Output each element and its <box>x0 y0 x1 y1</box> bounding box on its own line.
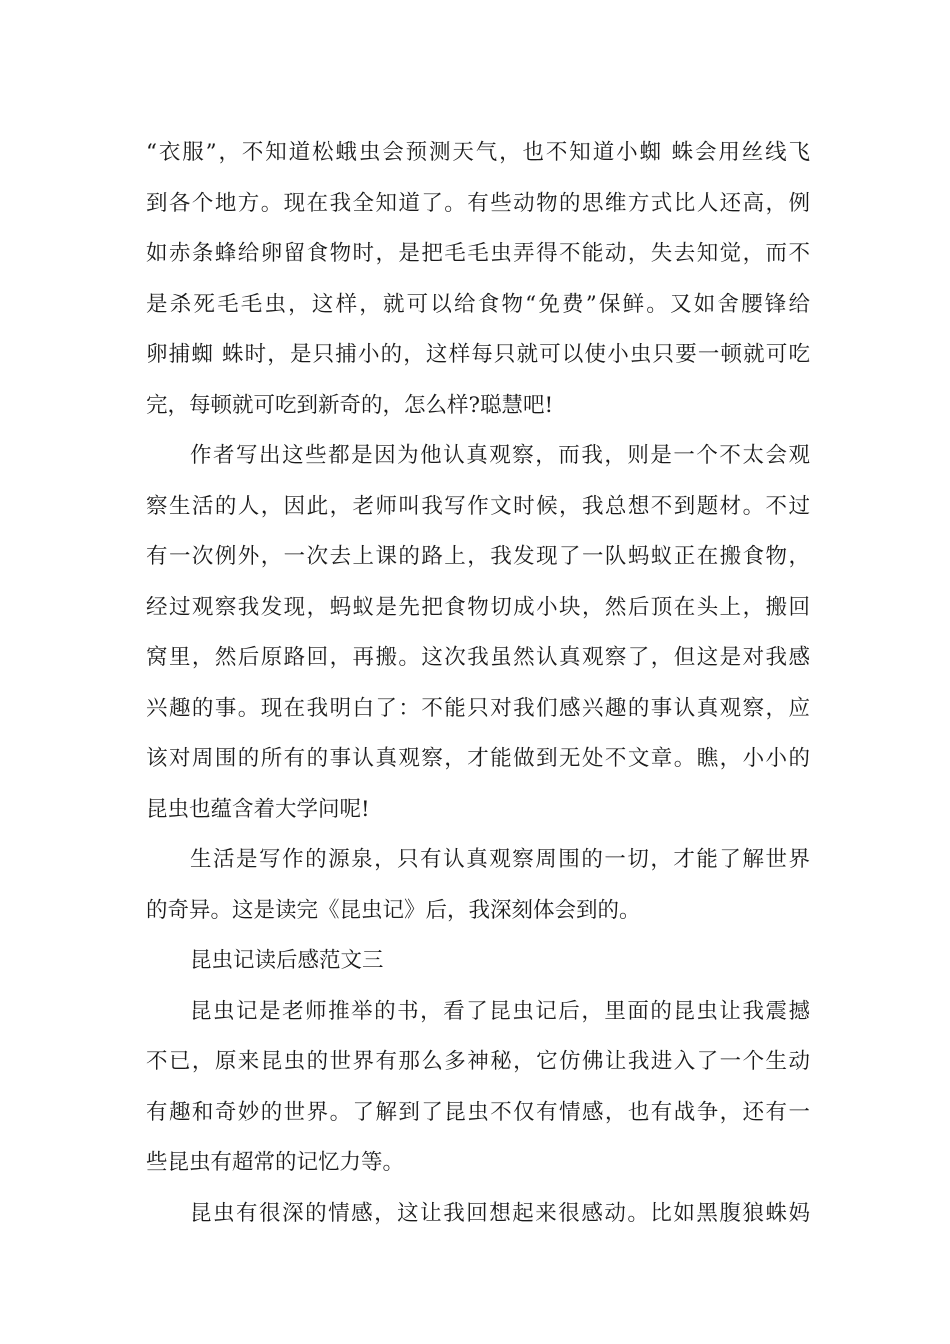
text-line: 些昆虫有超常的记忆力等。 <box>146 1150 405 1175</box>
text-line: 窝里，然后原路回，再搬。这次我虽然认真观察了，但这是对我感 <box>146 645 810 670</box>
text-line: 察生活的人，因此，老师叫我写作文时候，我总想不到题材。不过 <box>146 493 810 519</box>
text-line: 昆虫也蕴含着大学问呢! <box>146 796 370 822</box>
text-line: 到各个地方。现在我全知道了。有些动物的思维方式比人还高，例 <box>146 190 810 216</box>
text-line: 如赤条蜂给卵留食物时，是把毛毛虫弄得不能动，失去知觉，而不 <box>146 241 810 266</box>
text-line: 经过观察我发现，蚂蚁是先把食物切成小块，然后顶在头上，搬回 <box>146 594 810 620</box>
text-line: 昆虫记读后感范文三 <box>190 948 384 973</box>
text-line: 不已，原来昆虫的世界有那么多神秘，它仿佛让我进入了一个生动 <box>146 1049 810 1074</box>
text-line: 有一次例外，一次去上课的路上，我发现了一队蚂蚁正在搬食物， <box>146 544 810 569</box>
text-line: “衣服”，不知道松蛾虫会预测天气，也不知道小蜘 蛛会用丝线飞 <box>146 140 810 165</box>
text-line: 卵捕蜘 蛛时，是只捕小的，这样每只就可以使小虫只要一顿就可吃 <box>146 342 810 367</box>
text-line: 昆虫记是老师推举的书，看了昆虫记后，里面的昆虫让我震撼 <box>190 998 810 1024</box>
text-line: 是杀死毛毛虫，这样，就可以给食物“免费”保鲜。又如舍腰锋给 <box>146 291 810 317</box>
text-line: 该对周围的所有的事认真观察，才能做到无处不文章。瞧，小小的 <box>146 746 810 771</box>
document-body <box>146 128 810 1239</box>
text-line: 有趣和奇妙的世界。了解到了昆虫不仅有情感，也有战争，还有一 <box>146 1099 810 1125</box>
text-line: 兴趣的事。现在我明白了：不能只对我们感兴趣的事认真观察，应 <box>146 695 810 721</box>
text-line: 作者写出这些都是因为他认真观察，而我，则是一个不太会观 <box>190 443 810 468</box>
text-line: 生活是写作的源泉，只有认真观察周围的一切，才能了解世界 <box>190 847 810 872</box>
text-line: 的奇异。这是读完《昆虫记》后，我深刻体会到的。 <box>146 897 641 923</box>
text-line: 昆虫有很深的情感，这让我回想起来很感动。比如黑腹狼蛛妈 <box>190 1200 810 1226</box>
text-line: 完，每顿就可吃到新奇的，怎么样?聪慧吧! <box>146 392 554 418</box>
